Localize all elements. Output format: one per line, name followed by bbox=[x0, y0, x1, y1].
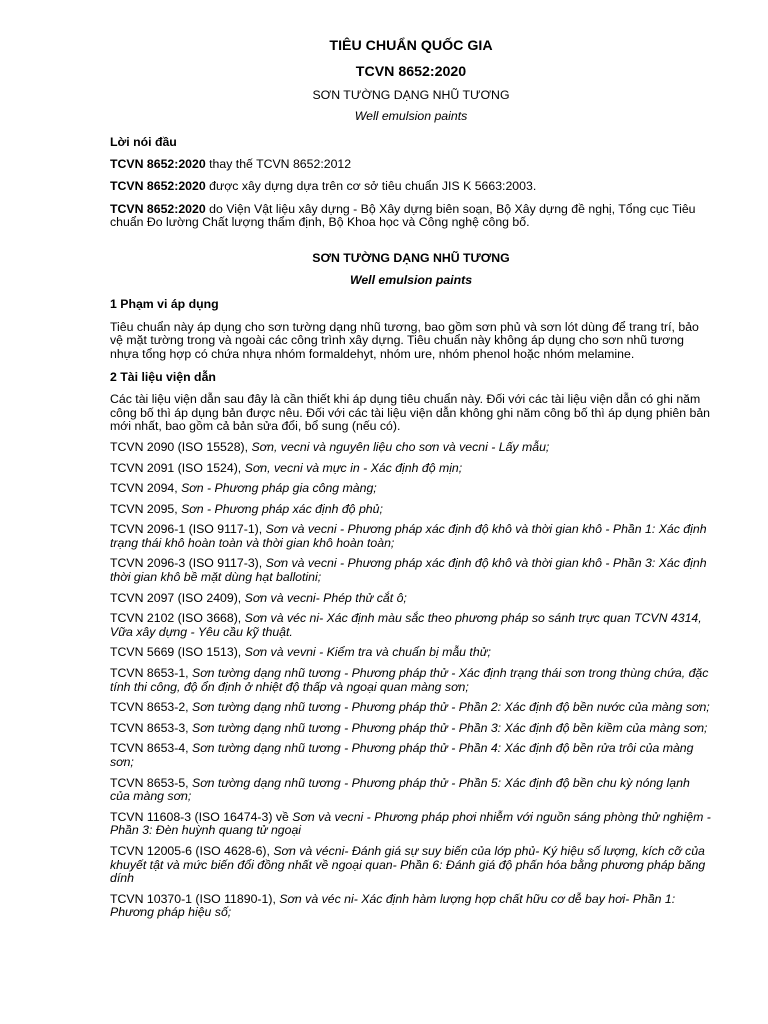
section-heading: 1 Phạm vi áp dụng bbox=[110, 297, 219, 312]
reference-item bbox=[110, 722, 712, 736]
reference-item bbox=[110, 503, 712, 517]
reference-title: Sơn và vécni- Đánh giá sự suy biến của lớp phủ- Ký hiệu số lượng, kích cỡ của khuyết tật và mức biến đổi đồng nhất về ngoại quan- Phần 6: Đánh giá độ phấn hóa bằng phương pháp băng dính bbox=[110, 843, 706, 886]
section-paragraph: Các tài liệu viện dẫn sau đây là cần thiết khi áp dụng tiêu chuẩn này. Đối với các tài liệu viện dẫn có ghi năm công bố thì áp dụng bản được nêu. Đối với các tài liệu viện dẫn không ghi năm công bố thì áp dụng phiên bản mới nhất, bao gồm cả bản sửa đổi, bổ sung (nếu có). bbox=[110, 392, 711, 434]
body-title-vi: SƠN TƯỜNG DẠNG NHŨ TƯƠNG bbox=[312, 250, 510, 265]
reference-code: TCVN 8653-3, bbox=[110, 720, 193, 735]
reference-item bbox=[110, 523, 712, 550]
reference-code: TCVN 2097 (ISO 2409), bbox=[110, 590, 245, 605]
reference-item bbox=[110, 482, 712, 496]
reference-title: Sơn tường dạng nhũ tương - Phương pháp thử - Phần 4: Xác định độ bền rửa trôi của màng sơn; bbox=[110, 741, 694, 769]
foreword-paragraph bbox=[110, 158, 712, 172]
reference-code: TCVN 8653-5, bbox=[110, 775, 193, 790]
standard-name-en: Well emulsion paints bbox=[354, 109, 468, 123]
reference-code: TCVN 5669 (ISO 1513), bbox=[110, 645, 245, 660]
reference-title: Sơn và véc ni- Xác định hàm lượng hợp chất hữu cơ dễ bay hơi- Phần 1: Phương pháp hiệu số; bbox=[110, 891, 676, 920]
reference-title: Sơn tường dạng nhũ tương - Phương pháp thử - Phần 2: Xác định độ bền nước của màng sơn; bbox=[192, 700, 710, 715]
reference-title: Sơn và véc ni- Xác định màu sắc theo phương pháp so sánh trực quan TCVN 4314, Vữa xây dựng - Yêu cầu kỹ thuật. bbox=[110, 611, 702, 639]
foreword-code: TCVN 8652:2020 bbox=[110, 201, 206, 216]
reference-title: Sơn và vevni - Kiểm tra và chuẩn bị mẫu thử; bbox=[244, 645, 491, 660]
standard-type-title: TIÊU CHUẨN QUỐC GIA bbox=[329, 38, 493, 54]
foreword-code: TCVN 8652:2020 bbox=[110, 156, 206, 171]
reference-title: Sơn tường dạng nhũ tương - Phương pháp thử - Xác định trạng thái sơn trong thùng chứa, đặc tính thi công, độ ổn định ở nhiệt độ thấp và ngoại quan màng sơn; bbox=[110, 666, 709, 694]
standard-name-vi: SƠN TƯỜNG DẠNG NHŨ TƯƠNG bbox=[312, 88, 510, 102]
reference-code: TCVN 2096-1 (ISO 9117-1), bbox=[110, 522, 266, 537]
foreword-text: do Viện Vật liệu xây dựng - Bộ Xây dựng biên soạn, Bộ Xây dựng đề nghị, Tổng cục Tiêu chuẩn Đo lường Chất lượng thẩm định, Bộ Khoa học và Công nghệ công bố. bbox=[110, 201, 696, 230]
reference-list bbox=[110, 441, 712, 920]
document-header bbox=[110, 38, 712, 124]
reference-item bbox=[110, 441, 712, 455]
reference-code: TCVN 10370-1 (ISO 11890-1), bbox=[110, 891, 280, 906]
section-paragraph: Tiêu chuẩn này áp dụng cho sơn tường dạng nhũ tương, bao gồm sơn phủ và sơn lót dùng để trang trí, bảo vệ mặt tường trong và ngoài các công trình xây dựng. Tiêu chuẩn này không áp dụng cho sơn nhũ tương nhựa tổng hợp có chứa nhựa nhóm formaldehyt, nhóm ure, nhóm phenol hoặc nhóm melamine. bbox=[110, 319, 699, 361]
reference-code: TCVN 2102 (ISO 3668), bbox=[110, 611, 245, 626]
reference-code: TCVN 2095, bbox=[110, 501, 182, 516]
reference-item bbox=[110, 845, 712, 886]
body-title bbox=[110, 252, 712, 287]
reference-title: Sơn, vecni và mực in - Xác định độ mịn; bbox=[244, 460, 463, 475]
foreword-text: được xây dựng dựa trên cơ sở tiêu chuẩn JIS K 5663:2003. bbox=[205, 179, 537, 194]
section-heading: 2 Tài liệu viện dẫn bbox=[110, 369, 216, 384]
reference-title: Sơn và vecni - Phương pháp xác định độ khô và thời gian khô - Phần 3: Xác định thời gian khô bề mặt dùng hạt ballotini; bbox=[110, 556, 707, 585]
reference-code: TCVN 2094, bbox=[110, 481, 182, 496]
foreword-heading: Lời nói đầu bbox=[110, 135, 177, 149]
reference-title: Sơn tường dạng nhũ tương - Phương pháp thử - Phần 3: Xác định độ bền kiềm của màng sơn; bbox=[192, 720, 708, 735]
foreword-paragraph bbox=[110, 180, 712, 194]
reference-item bbox=[110, 592, 712, 606]
foreword-text: thay thế TCVN 8652:2012 bbox=[205, 156, 352, 171]
reference-code: TCVN 2096-3 (ISO 9117-3), bbox=[110, 556, 266, 571]
reference-item bbox=[110, 777, 712, 804]
reference-item bbox=[110, 811, 712, 838]
reference-code: TCVN 12005-6 (ISO 4628-6), bbox=[110, 843, 274, 858]
reference-item bbox=[110, 667, 712, 694]
foreword-paragraph bbox=[110, 203, 712, 230]
reference-title: Sơn - Phương pháp xác định độ phủ; bbox=[181, 501, 383, 516]
reference-item bbox=[110, 462, 712, 476]
reference-title: Sơn và vecni - Phương pháp phơi nhiễm với nguồn sáng phòng thử nghiệm - Phần 3: Đèn huỳnh quang tử ngoại bbox=[110, 809, 711, 838]
foreword-code: TCVN 8652:2020 bbox=[110, 179, 206, 194]
foreword bbox=[110, 136, 712, 230]
section-scope bbox=[110, 298, 712, 361]
standard-code: TCVN 8652:2020 bbox=[355, 64, 467, 80]
reference-title: Sơn và vecni- Phép thử cắt ô; bbox=[244, 590, 407, 605]
reference-item bbox=[110, 701, 712, 715]
body-title-en: Well emulsion paints bbox=[349, 272, 473, 287]
reference-code: TCVN 8653-1, bbox=[110, 666, 193, 681]
reference-code: TCVN 8653-2, bbox=[110, 700, 193, 715]
reference-item bbox=[110, 646, 712, 660]
reference-item bbox=[110, 557, 712, 584]
reference-code: TCVN 8653-4, bbox=[110, 741, 193, 756]
reference-title: Sơn tường dạng nhũ tương - Phương pháp thử - Phần 5: Xác định độ bền chu kỳ nóng lạnh của màng sơn; bbox=[110, 775, 690, 804]
reference-item bbox=[110, 612, 712, 639]
reference-item bbox=[110, 893, 712, 920]
reference-code: TCVN 2090 (ISO 15528), bbox=[110, 439, 252, 454]
reference-title: Sơn và vecni - Phương pháp xác định độ khô và thời gian khô - Phần 1: Xác định trạng thái khô hoàn toàn và thời gian khô hoàn toàn; bbox=[110, 522, 707, 550]
reference-title: Sơn, vecni và nguyên liệu cho sơn và vecni - Lấy mẫu; bbox=[251, 439, 550, 454]
section-references bbox=[110, 371, 712, 920]
reference-item bbox=[110, 742, 712, 769]
reference-code: TCVN 2091 (ISO 1524), bbox=[110, 460, 245, 475]
reference-title: Sơn - Phương pháp gia công màng; bbox=[181, 481, 377, 496]
reference-code: TCVN 11608-3 (ISO 16474-3) về bbox=[110, 809, 293, 824]
